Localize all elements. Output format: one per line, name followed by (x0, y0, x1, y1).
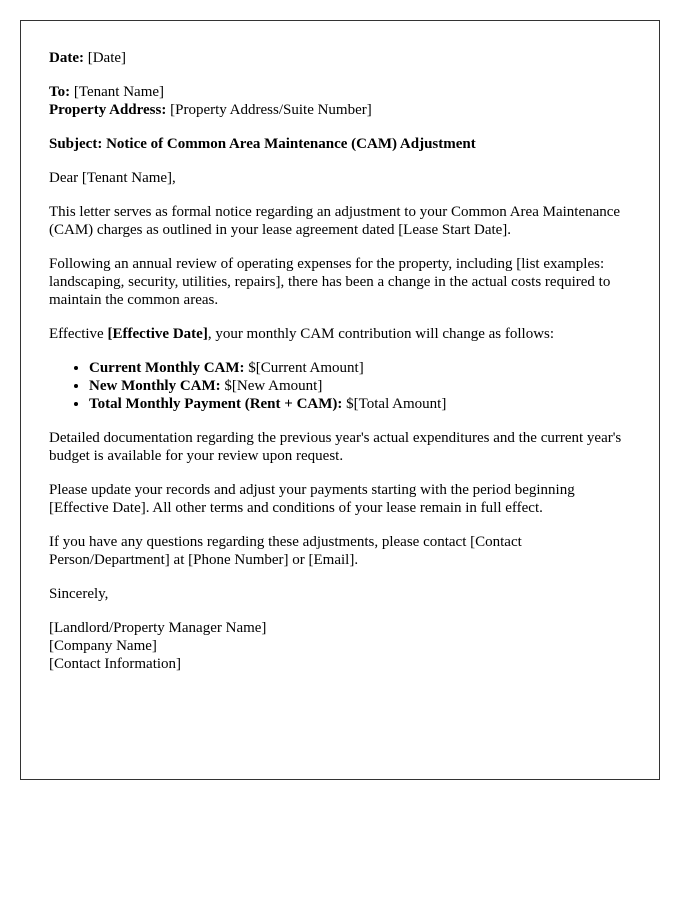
property-address-value: [Property Address/Suite Number] (170, 102, 372, 118)
signer-name: [Landlord/Property Manager Name] (49, 620, 267, 636)
date-value: [Date] (87, 50, 127, 66)
letter-document (20, 20, 660, 780)
date-line (49, 49, 631, 67)
salutation: Dear [Tenant Name], (49, 170, 176, 186)
to-value: [Tenant Name] (73, 84, 165, 100)
list-item-total-payment (89, 395, 631, 413)
effective-suffix: , your monthly CAM contribution will change as follows: (207, 326, 555, 342)
list-item-current-cam (89, 359, 631, 377)
new-cam-value: $[New Amount] (220, 378, 323, 394)
questions-paragraph: If you have any questions regarding these adjustments, please contact [Contact Person/Department] at [Phone Number] or [Email]. (49, 534, 522, 568)
intro-paragraph: This letter serves as formal notice regarding an adjustment to your Common Area Maintenance (CAM) charges as outlined in your lease agreement dated [Lease Start Date]. (49, 204, 621, 238)
property-address-line (49, 101, 631, 119)
subject-line (49, 135, 631, 153)
effective-prefix: Effective (49, 326, 108, 342)
to-label: To: (49, 84, 71, 100)
property-address-label: Property Address: (49, 102, 167, 118)
subject-text: Subject: Notice of Common Area Maintenance (CAM) Adjustment (49, 136, 476, 152)
total-payment-value: $[Total Amount] (342, 396, 447, 412)
date-label: Date: (49, 50, 84, 66)
current-cam-value: $[Current Amount] (244, 360, 364, 376)
documentation-paragraph: Detailed documentation regarding the previous year's actual expenditures and the current year's budget is available for your review upon request. (49, 430, 622, 464)
signature-block (49, 619, 631, 673)
company-name: [Company Name] (49, 638, 157, 654)
list-item-new-cam (89, 377, 631, 395)
recipient-block (49, 83, 631, 119)
total-payment-label: Total Monthly Payment (Rent + CAM): (89, 396, 343, 412)
new-cam-label: New Monthly CAM: (89, 378, 221, 394)
review-paragraph: Following an annual review of operating expenses for the property, including [list examples: landscaping, security, utilities, repairs], there has been a change in the actual costs required to maintain the common areas. (49, 256, 611, 308)
effective-date: [Effective Date] (107, 326, 208, 342)
update-paragraph: Please update your records and adjust your payments starting with the period beginning [Effective Date]. All other terms and conditions of your lease remain in full effect. (49, 482, 575, 516)
current-cam-label: Current Monthly CAM: (89, 360, 245, 376)
contact-information: [Contact Information] (49, 656, 182, 672)
cam-change-list (49, 359, 631, 413)
closing: Sincerely, (49, 586, 109, 602)
effective-paragraph (49, 325, 631, 343)
to-line (49, 83, 631, 101)
